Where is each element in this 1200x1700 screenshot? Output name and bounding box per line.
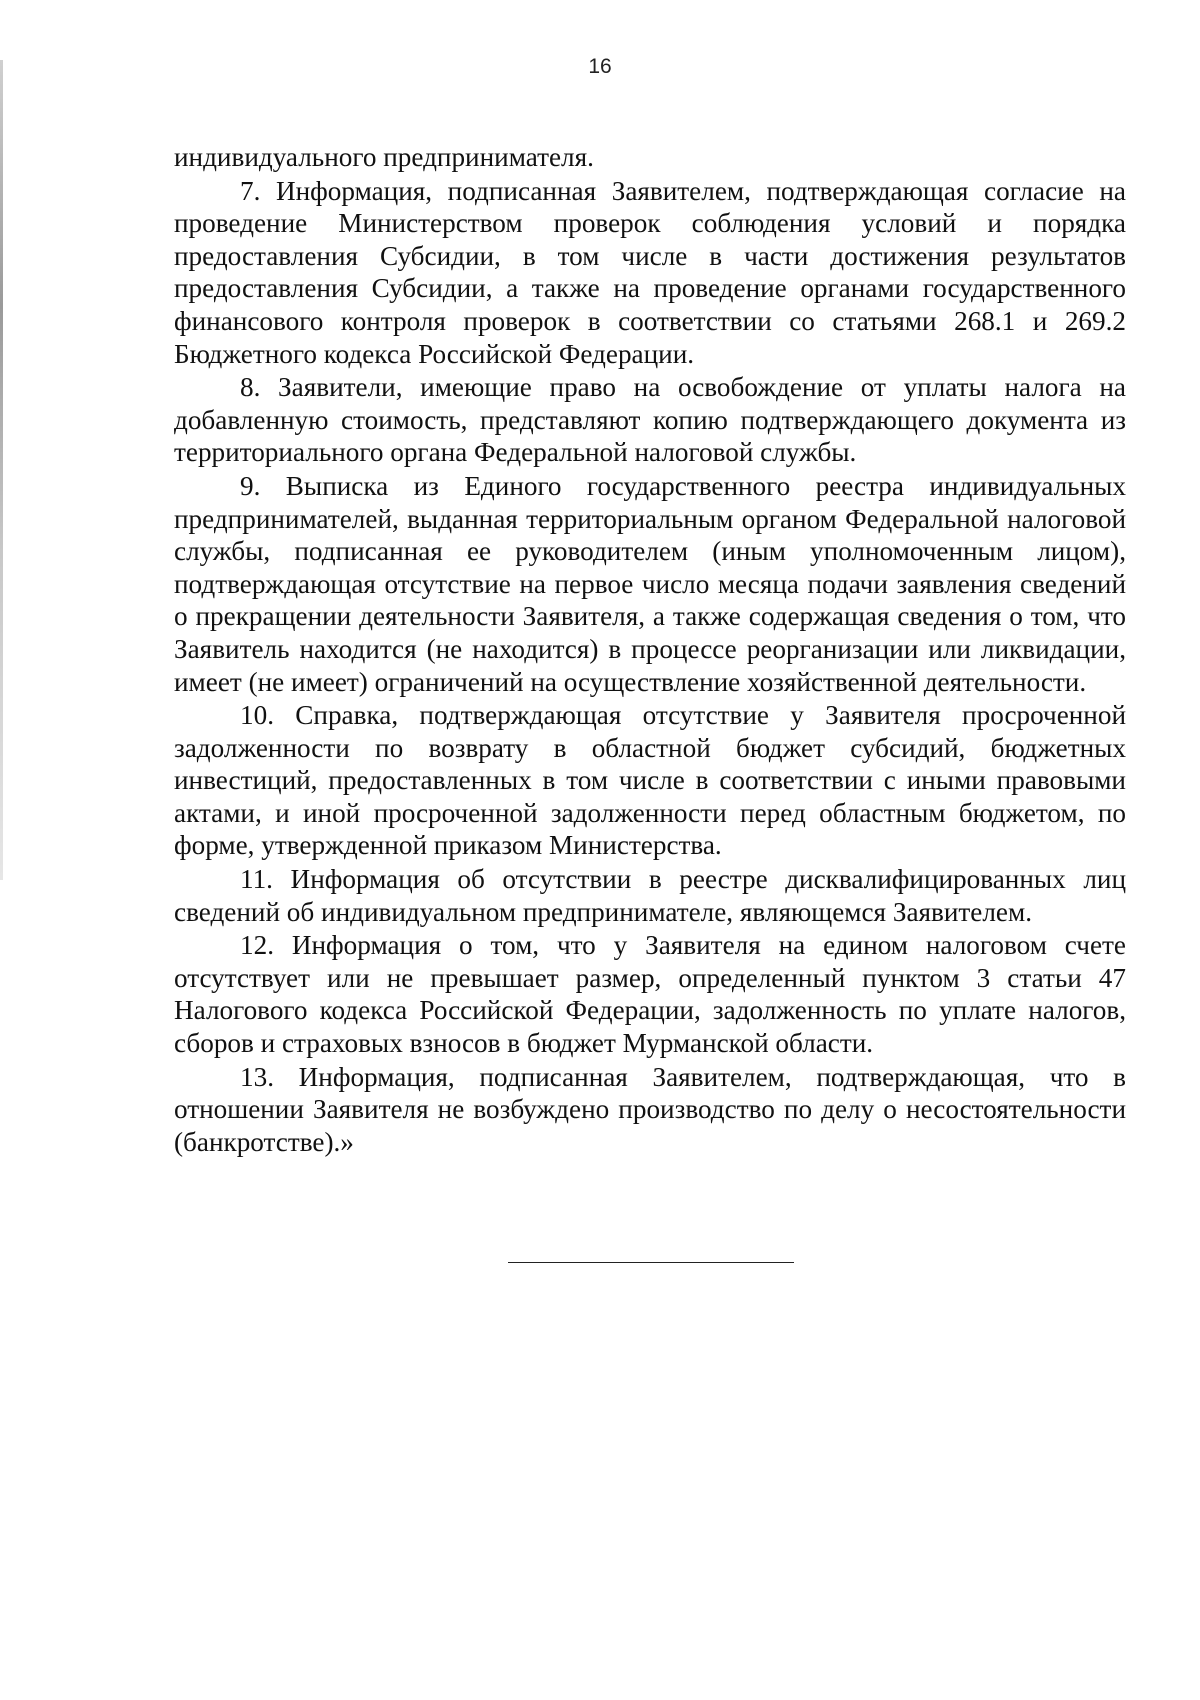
paragraph-item-10: 10. Справка, подтверждающая отсутствие у Заявителя просроченной задолженности по возврату в областной бюджет субсидий, бюджетных инвестиций, предоставленных в том числе в соответствии с иными правовыми актами, и иной просроченной задолженности перед областным бюджетом, по форме, утвержденной приказом Министерства. — [174, 700, 1126, 861]
document-body — [174, 141, 1126, 1158]
scan-edge-shadow — [0, 60, 3, 880]
paragraph-item-8: 8. Заявители, имеющие право на освобождение от уплаты налога на добавленную стоимость, представляют копию подтверждающего документа из территориального органа Федеральной налоговой службы. — [174, 372, 1126, 468]
page-number: 16 — [588, 55, 612, 78]
paragraph-item-12: 12. Информация о том, что у Заявителя на едином налоговом счете отсутствует или не превышает размер, определенный пунктом 3 статьи 47 Налогового кодекса Российской Федерации, задолженность по уплате налогов, сборов и страховых взносов в бюджет Мурманской области. — [174, 930, 1126, 1059]
paragraph-item-7: 7. Информация, подписанная Заявителем, подтверждающая согласие на проведение Министерством проверок соблюдения условий и порядка предоставления Субсидии, в том числе в части достижения результатов предоставления Субсидии, а также на проведение органами государственного финансового контроля проверок в соответствии со статьями 268.1 и 269.2 Бюджетного кодекса Российской Федерации. — [174, 175, 1126, 369]
paragraph-item-11: 11. Информация об отсутствии в реестре дисквалифицированных лиц сведений об индивидуальном предпринимателе, являющемся Заявителем. — [174, 864, 1126, 927]
end-of-document-rule — [508, 1262, 794, 1263]
paragraph-continuation: индивидуального предпринимателя. — [174, 142, 594, 172]
paragraph-item-13: 13. Информация, подписанная Заявителем, подтверждающая, что в отношении Заявителя не возбуждено производство по делу о несостоятельности (банкротстве).» — [174, 1061, 1126, 1157]
paragraph-item-9: 9. Выписка из Единого государственного реестра индивидуальных предпринимателей, выданная территориальным органом Федеральной налоговой службы, подписанная ее руководителем (иным уполномоченным лицом), подтверждающая отсутствие на первое число месяца подачи заявления сведений о прекращении деятельности Заявителя, а также содержащая сведения о том, что Заявитель находится (не находится) в процессе реорганизации или ликвидации, имеет (не имеет) ограничений на осуществление хозяйственной деятельности. — [174, 470, 1126, 697]
